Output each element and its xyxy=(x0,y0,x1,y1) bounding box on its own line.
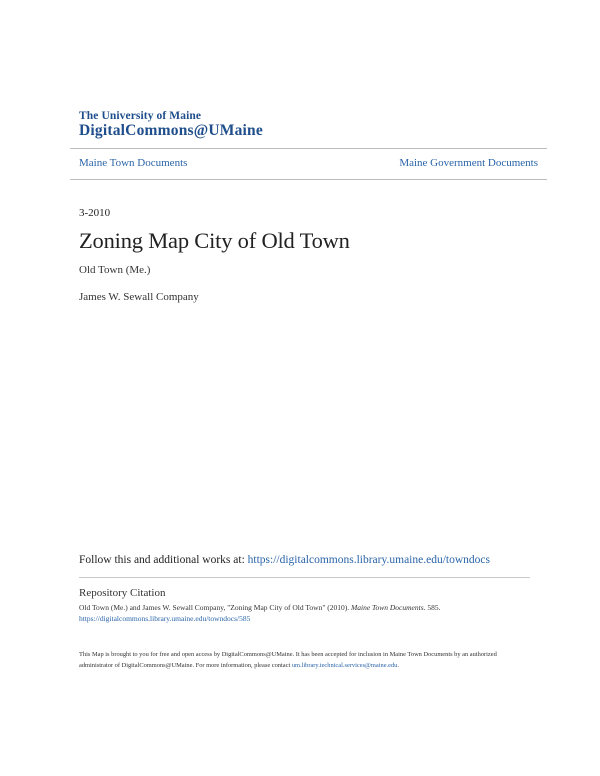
follow-line xyxy=(79,554,490,566)
citation-number: . 585. xyxy=(423,603,441,612)
citation-text: Old Town (Me.) and James W. Sewall Company, "Zoning Map City of Old Town" (2010). xyxy=(79,603,351,612)
access-notice xyxy=(79,649,524,671)
link-maine-government-documents[interactable]: Maine Government Documents xyxy=(399,157,538,169)
citation-series: Maine Town Documents xyxy=(351,603,424,612)
document-date: 3-2010 xyxy=(79,207,111,219)
notice-text: This Map is brought to you for free and open access by DigitalCommons@UMaine. It has been accepted for inclusion in Maine Town Documents by an authorized administrator of DigitalCommons@UMaine. For more information, please contact xyxy=(79,651,497,669)
author-link-sewall[interactable]: James W. Sewall Company xyxy=(79,291,199,303)
divider-citation xyxy=(79,577,530,578)
divider-nav xyxy=(70,179,547,180)
citation-block xyxy=(79,602,519,624)
citation-link[interactable]: https://digitalcommons.library.umaine.edu/towndocs/585 xyxy=(79,614,251,623)
document-title: Zoning Map City of Old Town xyxy=(79,228,350,253)
citation-heading: Repository Citation xyxy=(79,587,166,599)
divider-top xyxy=(70,148,547,149)
contact-email-link[interactable]: um.library.technical.services@maine.edu xyxy=(291,662,398,669)
follow-link[interactable]: https://digitalcommons.library.umaine.edu/towndocs xyxy=(247,554,490,566)
link-maine-town-documents[interactable]: Maine Town Documents xyxy=(79,157,188,169)
notice-suffix: . xyxy=(397,662,399,669)
author-link-old-town[interactable]: Old Town (Me.) xyxy=(79,264,151,276)
org-name-line1: The University of Maine xyxy=(79,110,202,122)
follow-prefix: Follow this and additional works at: xyxy=(79,554,248,566)
org-name-line2: DigitalCommons@UMaine xyxy=(79,122,263,139)
